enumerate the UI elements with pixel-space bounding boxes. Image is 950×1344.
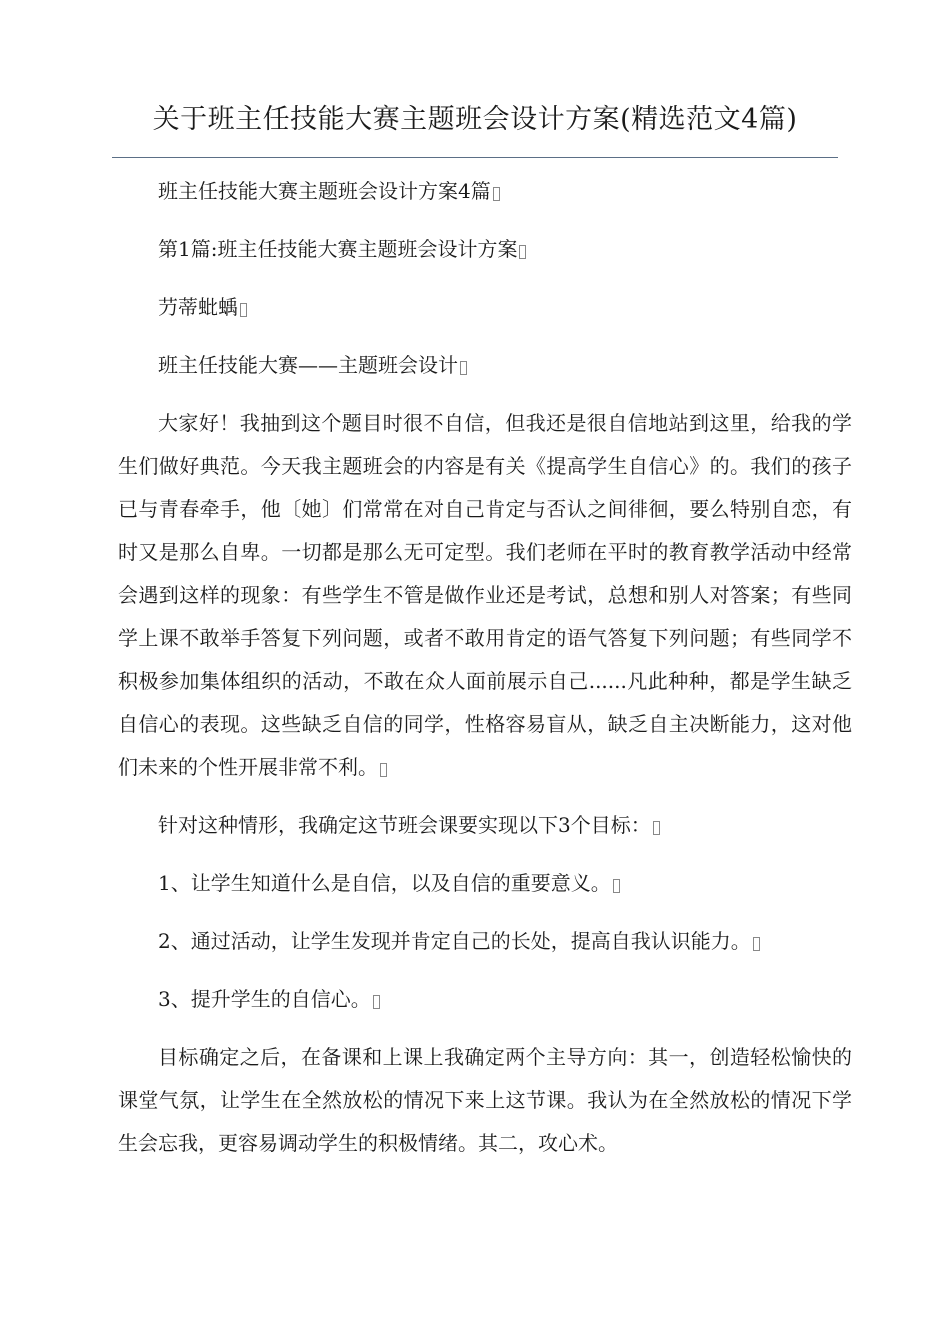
paragraph-mark-icon [493,187,500,201]
paragraph-mark-icon [753,937,760,951]
paragraph-mark-icon [380,763,387,777]
document-body [118,170,852,1165]
document-title: 关于班主任技能大赛主题班会设计方案(精选范文4篇) [152,104,798,135]
paragraph-approach: 目标确定之后，在备课和上课上我确定两个主导方向：其一，创造轻松愉快的课堂气氛，让学生在全然放松的情况下来上这节课。我认为在全然放松的情况下学生会忘我，更容易调动学生的积极情绪。其二，攻心术。 [118,1045,852,1155]
paragraph-mark-icon [519,245,526,259]
paragraph-mark-icon [653,821,660,835]
paragraph-section-heading: 班主任技能大赛——主题班会设计 [118,344,852,387]
title-divider [112,157,838,158]
paragraph-mark-icon [240,303,247,317]
paragraph-goals-intro: 针对这种情形，我确定这节班会课要实现以下3个目标： [118,804,852,847]
paragraph-goal-3: 3、提升学生的自信心。 [118,978,852,1021]
paragraph-chapter-heading: 第1篇:班主任技能大赛主题班会设计方案 [118,228,852,271]
paragraph-mark-icon [373,995,380,1009]
paragraph-introduction: 大家好！我抽到这个题目时很不自信，但我还是很自信地站到这里，给我的学生们做好典范。今天我主题班会的内容是有关《提高学生自信心》的。我们的孩子已与青春牵手，他〔她〕们常常在对自己肯定与否认之间徘徊，要么特别自恋，有时又是那么自卑。一切都是那么无可定型。我们老师在平时的教育教学活动中经常会遇到这样的现象：有些学生不管是做作业还是考试，总想和别人对答案；有些同学上课不敢举手答复下列问题，或者不敢用肯定的语气答复下列问题；有些同学不积极参加集体组织的活动，不敢在众人面前展示自己......凡此种种，都是学生缺乏自信心的表现。这些缺乏自信的同学，性格容易盲从，缺乏自主决断能力，这对他们未来的个性开展非常不利。 [118,411,852,779]
paragraph-mark-icon [613,879,620,893]
paragraph-goal-2: 2、通过活动，让学生发现并肯定自己的长处，提高自我认识能力。 [118,920,852,963]
paragraph-goal-1: 1、让学生知道什么是自信，以及自信的重要意义。 [118,862,852,905]
paragraph-mark-icon [460,361,467,375]
paragraph-garbled-line: 芀蒂蚍蝺 [118,286,852,329]
paragraph-subtitle: 班主任技能大赛主题班会设计方案4篇 [118,170,852,213]
